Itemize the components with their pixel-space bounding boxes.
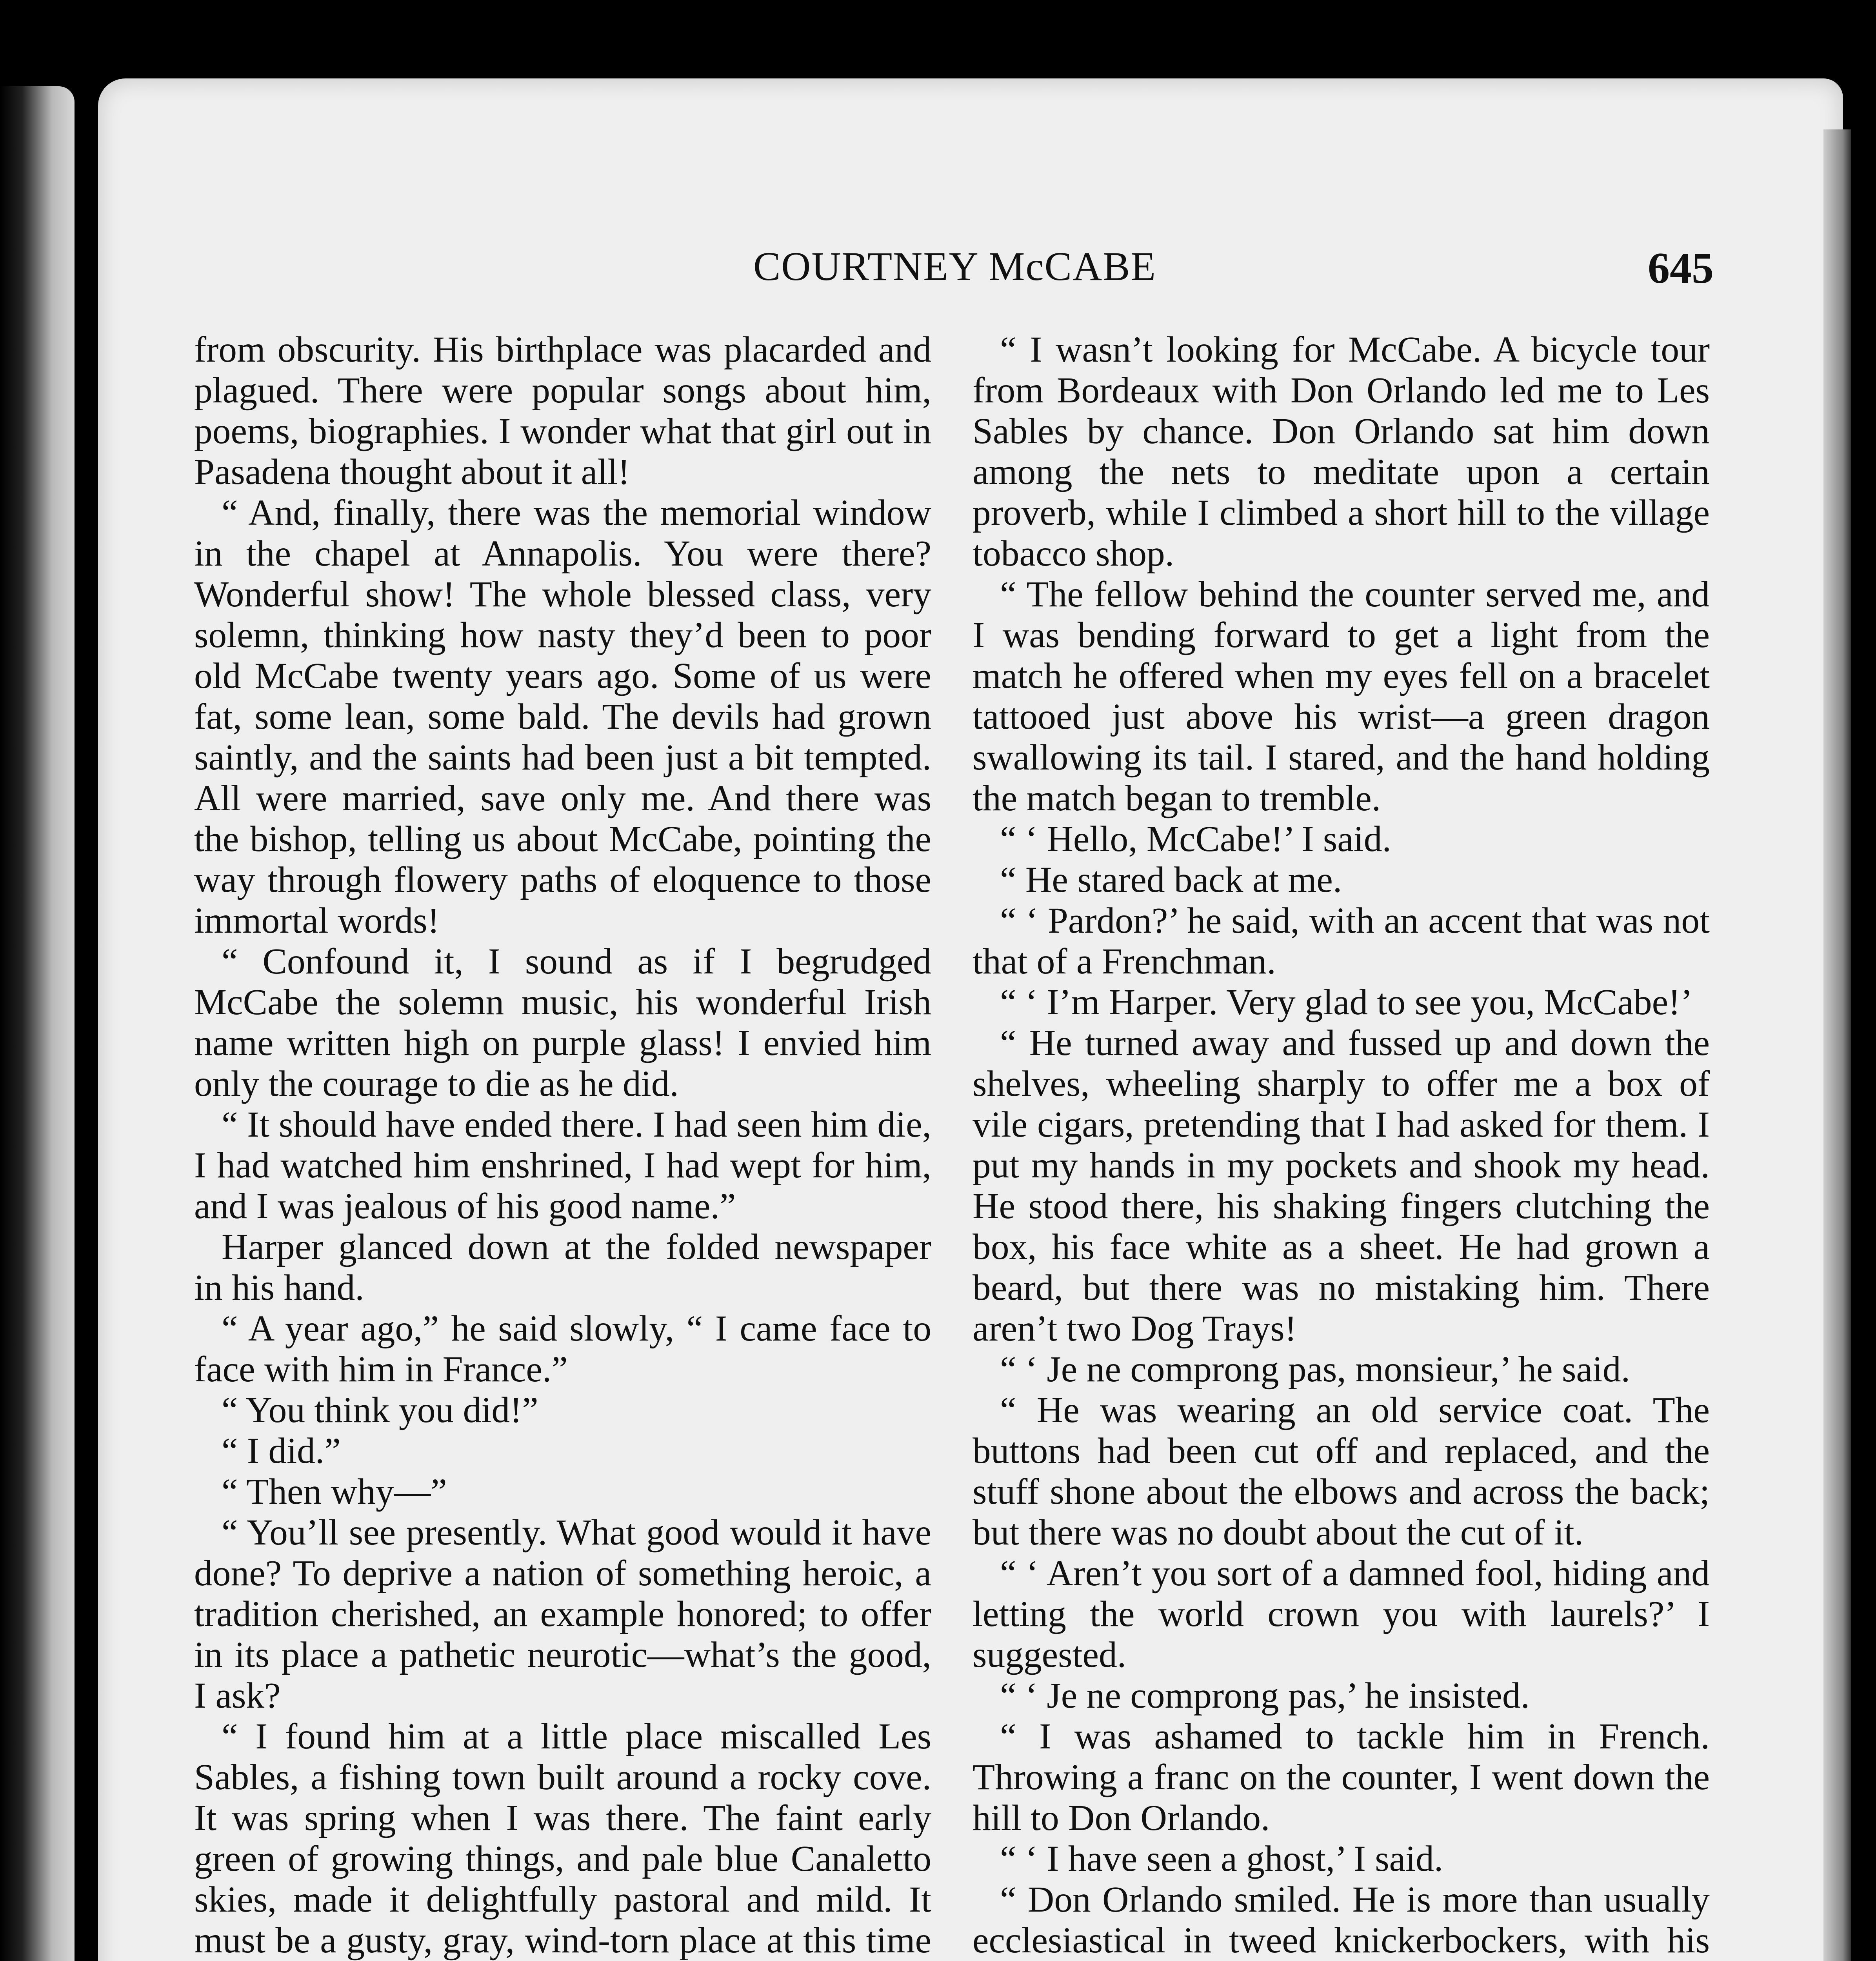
paragraph: “ And, finally, there was the memorial window in the chapel at Annapolis. You were there? Wonderful show! The whole blessed class, very solemn, thinking how nasty they’d been to poor old McCabe twenty years ago. Some of us were fat, some lean, some bald. The devils had grown saintly, and the saints had been just a bit tempted. All were married, save only me. And there was the bishop, telling us about McCabe, pointing the way through flowery paths of eloquence to those immortal words! bbox=[194, 493, 931, 941]
page-header bbox=[196, 243, 1714, 302]
paragraph: “ He stared back at me. bbox=[1000, 860, 1342, 900]
paragraph: “ He turned away and fussed up and down the shelves, wheeling sharply to offer me a box of vile cigars, pretending that I had asked for them. I put my hands in my pockets and shook my head. He stood there, his shaking fingers clutching the box, his face white as a sheet. He had grown a beard, but there was no mistaking him. There aren’t two Dog Trays! bbox=[973, 1023, 1710, 1349]
paragraph: “ I found him at a little place miscalled Les Sables, a fishing town built around a rocky cove. It was spring when I was there. The faint early green of growing things, and pale blue Canaletto skies, made it delightfully pastoral and mild. It must be a gusty, gray, wind-torn place at this time bbox=[194, 1716, 931, 1961]
paragraph: “ ‘ Pardon?’ he said, with an accent that was not that of a Frenchman. bbox=[973, 900, 1710, 982]
right-column bbox=[973, 329, 1710, 1961]
paragraph: “ The fellow behind the counter served me, and I was bending forward to get a light from the match he offered when my eyes fell on a bracelet tattooed just above his wrist—a green dragon swallowing its tail. I stared, and the hand holding the match began to tremble. bbox=[973, 574, 1710, 819]
paragraph: “ Confound it, I sound as if I begrudged McCabe the solemn music, his wonderful Irish name written high on purple glass! I envied him only the courage to die as he did. bbox=[194, 941, 931, 1104]
paragraph: “ You’ll see presently. What good would it have done? To deprive a nation of something heroic, a tradition cherished, an example honored; to offer in its place a pathetic neurotic—what’s the good, I ask? bbox=[194, 1512, 931, 1716]
paragraph: “ ‘ Je ne comprong pas, monsieur,’ he said. bbox=[1000, 1349, 1630, 1390]
page-number: 645 bbox=[1648, 244, 1714, 293]
paragraph: from obscurity. His birthplace was placarded and plagued. There were popular songs about him, poems, biographies. I wonder what that girl out in Pasadena thought about it all! bbox=[194, 329, 931, 492]
paragraph: “ A year ago,” he said slowly, “ I came face to face with him in France.” bbox=[194, 1308, 931, 1390]
paragraph: “ ‘ Aren’t you sort of a damned fool, hiding and letting the world crown you with laurels?’ I suggested. bbox=[973, 1553, 1710, 1675]
paragraph: “ You think you did!” bbox=[222, 1390, 538, 1430]
paragraph: Harper glanced down at the folded newspaper in his hand. bbox=[194, 1227, 931, 1308]
paragraph: “ I did.” bbox=[222, 1431, 341, 1471]
paragraph: “ ‘ Hello, McCabe!’ I said. bbox=[1000, 819, 1391, 859]
paragraph: “ Then why—” bbox=[222, 1472, 447, 1512]
paragraph: “ I was ashamed to tackle him in French. Throwing a franc on the counter, I went down the hill to Don Orlando. bbox=[973, 1716, 1710, 1838]
paragraph: “ Don Orlando smiled. He is more than usually ecclesiastical in tweed knickerbockers, with his bbox=[973, 1879, 1710, 1961]
paragraph: “ ‘ I’m Harper. Very glad to see you, McCabe!’ bbox=[1000, 982, 1693, 1022]
page-stack-edge bbox=[1823, 129, 1851, 1961]
paragraph: “ ‘ I have seen a ghost,’ I said. bbox=[1000, 1839, 1443, 1879]
paragraph: “ He was wearing an old service coat. The buttons had been cut off and replaced, and the stuff shone about the elbows and across the back; but there was no doubt about the cut of it. bbox=[973, 1390, 1710, 1553]
adjacent-page-edge bbox=[0, 86, 75, 1961]
left-column bbox=[194, 329, 931, 1961]
paragraph: “ I wasn’t looking for McCabe. A bicycle tour from Bordeaux with Don Orlando led me to Les Sables by chance. Don Orlando sat him down among the nets to meditate upon a certain proverb, while I climbed a short hill to the village tobacco shop. bbox=[973, 329, 1710, 574]
running-head: COURTNEY McCABE bbox=[753, 244, 1157, 289]
paragraph: “ ‘ Je ne comprong pas,’ he insisted. bbox=[1000, 1675, 1530, 1716]
paragraph: “ It should have ended there. I had seen him die, I had watched him enshrined, I had wept for him, and I was jealous of his good name.” bbox=[194, 1104, 931, 1226]
